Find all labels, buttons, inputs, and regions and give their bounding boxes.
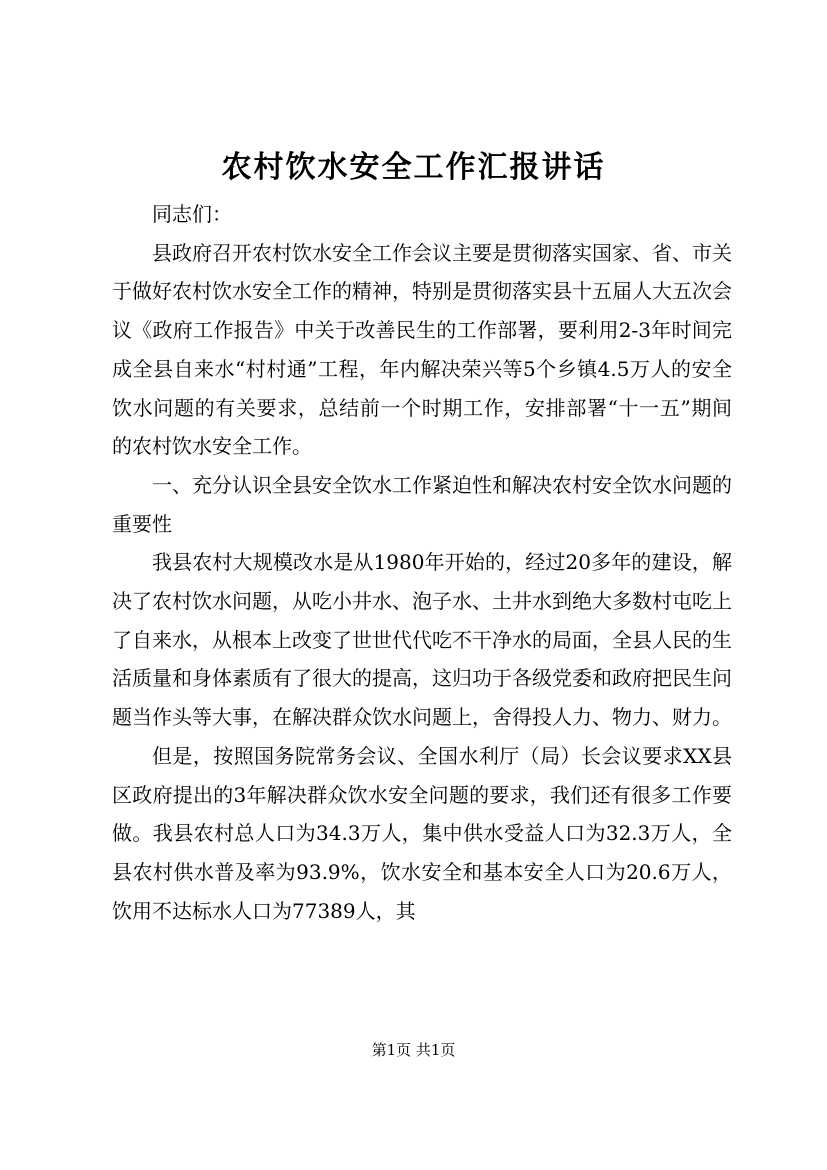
document-title: 农村饮水安全工作汇报讲话: [221, 150, 606, 185]
paragraph-statistics: 但是，按照国务院常务会议、全国水利厅（局）长会议要求XX县区政府提出的3年解决群众饮水安全问题的要求，我们还有很多工作要做。我县农村总人口为34.3万人，集中供水受益人口为32.3万人，全县农村供水普及率为93.9%，饮水安全和基本安全人口为20.6万人，饮用不达标水人口为77389人，其: [112, 743, 732, 923]
document-body: [112, 195, 732, 930]
section-heading-1: 一、充分认识全县安全饮水工作紧迫性和解决农村安全饮水问题的重要性: [112, 472, 732, 536]
paragraph-intro: 县政府召开农村饮水安全工作会议主要是贯彻落实国家、省、市关于做好农村饮水安全工作的精神，特别是贯彻落实县十五届人大五次会议《政府工作报告》中关于改善民生的工作部署，要利用2-3年时间完成全县自来水“村村通”工程，年内解决荣兴等5个乡镇4.5万人的安全饮水问题的有关要求，总结前一个时期工作，安排部署“十一五”期间的农村饮水安全工作。: [112, 240, 732, 459]
paragraph-salutation: 同志们：: [152, 202, 232, 226]
paragraph-history: 我县农村大规模改水是从1980年开始的，经过20多年的建设，解决了农村饮水问题，从吃小井水、泡子水、土井水到绝大多数村屯吃上了自来水，从根本上改变了世世代代吃不干净水的局面，全县人民的生活质量和身体素质有了很大的提高，这归功于各级党委和政府把民生问题当作头等大事，在解决群众饮水问题上，舍得投人力、物力、财力。: [112, 550, 732, 730]
page-footer: 第1页 共1页: [371, 1041, 456, 1059]
